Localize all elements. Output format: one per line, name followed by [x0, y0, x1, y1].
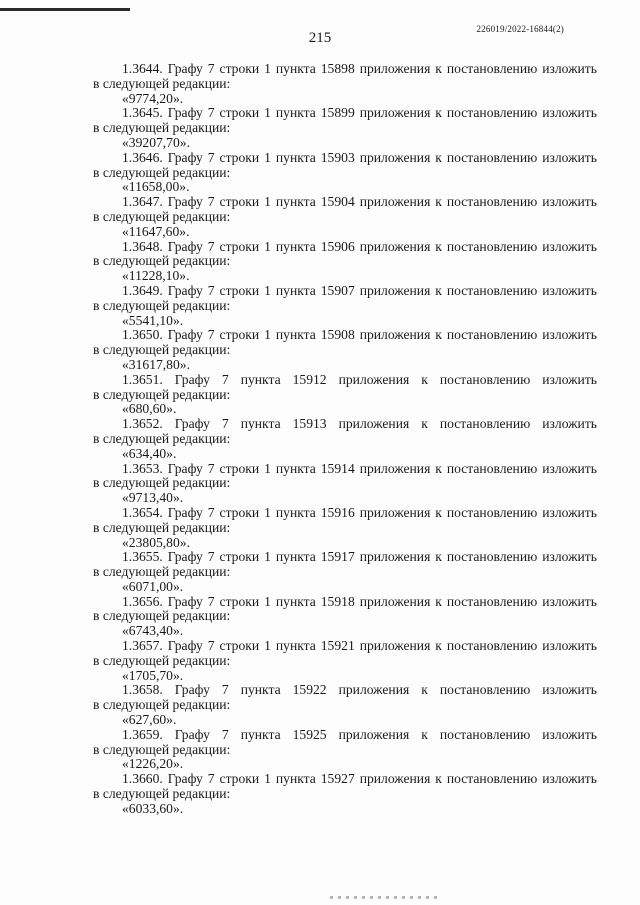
amendment-value: «9774,20». [122, 90, 184, 106]
scan-artifact [330, 896, 440, 899]
amendment-tail: в следующей редакции: [93, 208, 231, 224]
amendment-tail: в следующей редакции: [93, 608, 231, 624]
amendment-value: «6071,00». [122, 578, 184, 594]
amendment-item [93, 62, 597, 106]
amendment-tail: в следующей редакции: [93, 75, 231, 91]
amendment-value: «11658,00». [122, 179, 190, 195]
amendment-head: 1.3649. Графу 7 строки 1 пункта 15907 приложения к постановлению изложить [122, 282, 597, 298]
page-number: 215 [308, 30, 332, 46]
amendment-tail: в следующей редакции: [93, 386, 231, 402]
amendment-head: 1.3647. Графу 7 строки 1 пункта 15904 приложения к постановлению изложить [122, 194, 597, 210]
amendment-tail: в следующей редакции: [93, 564, 231, 580]
amendment-value: «23805,80». [122, 534, 190, 550]
amendment-head: 1.3648. Графу 7 строки 1 пункта 15906 приложения к постановлению изложить [122, 238, 597, 254]
amendment-head: 1.3652. Графу 7 пункта 15913 приложения к постановлению изложить [122, 416, 597, 432]
amendment-value: «31617,80». [122, 356, 190, 372]
amendment-value: «6033,60». [122, 800, 184, 816]
amendment-item [93, 240, 597, 284]
amendment-item [93, 772, 597, 816]
amendment-value: «627,60». [122, 712, 177, 728]
amendment-head: 1.3650. Графу 7 строки 1 пункта 15908 приложения к постановлению изложить [122, 327, 597, 343]
amendment-item [93, 284, 597, 328]
amendment-tail: в следующей редакции: [93, 519, 231, 535]
amendment-tail: в следующей редакции: [93, 652, 231, 668]
top-rule [0, 8, 130, 11]
amendment-item [93, 683, 597, 727]
amendment-value: «11228,10». [122, 268, 190, 284]
amendment-head: 1.3658. Графу 7 пункта 15922 приложения к постановлению изложить [122, 682, 597, 698]
amendment-head: 1.3660. Графу 7 строки 1 пункта 15927 приложения к постановлению изложить [122, 771, 597, 787]
amendment-item [93, 328, 597, 372]
amendment-head: 1.3659. Графу 7 пункта 15925 приложения к постановлению изложить [122, 726, 597, 742]
amendment-head: 1.3653. Графу 7 строки 1 пункта 15914 приложения к постановлению изложить [122, 460, 597, 476]
amendment-head: 1.3655. Графу 7 строки 1 пункта 15917 приложения к постановлению изложить [122, 549, 597, 565]
amendment-item [93, 417, 597, 461]
amendment-item [93, 506, 597, 550]
amendment-tail: в следующей редакции: [93, 430, 231, 446]
amendment-tail: в следующей редакции: [93, 120, 231, 136]
amendment-value: «1226,20». [122, 756, 184, 772]
amendment-value: «9713,40». [122, 490, 184, 506]
amendment-value: «6743,40». [122, 623, 184, 639]
amendment-item [93, 195, 597, 239]
amendment-head: 1.3651. Графу 7 пункта 15912 приложения к постановлению изложить [122, 371, 597, 387]
amendment-tail: в следующей редакции: [93, 786, 231, 802]
amendment-value: «39207,70». [122, 134, 190, 150]
amendment-tail: в следующей редакции: [93, 253, 231, 269]
amendment-head: 1.3657. Графу 7 строки 1 пункта 15921 приложения к постановлению изложить [122, 638, 597, 654]
amendment-head: 1.3654. Графу 7 строки 1 пункта 15916 приложения к постановлению изложить [122, 504, 597, 520]
amendment-value: «11647,60». [122, 223, 190, 239]
amendment-value: «634,40». [122, 445, 177, 461]
amendment-item [93, 151, 597, 195]
amendment-head: 1.3656. Графу 7 строки 1 пункта 15918 приложения к постановлению изложить [122, 593, 597, 609]
amendment-item [93, 373, 597, 417]
amendment-value: «5541,10». [122, 312, 184, 328]
amendment-tail: в следующей редакции: [93, 297, 231, 313]
amendment-tail: в следующей редакции: [93, 475, 231, 491]
amendment-item [93, 595, 597, 639]
amendments-list [93, 62, 597, 817]
amendment-head: 1.3646. Графу 7 строки 1 пункта 15903 приложения к постановлению изложить [122, 149, 597, 165]
amendment-item [93, 550, 597, 594]
amendment-tail: в следующей редакции: [93, 342, 231, 358]
amendment-tail: в следующей редакции: [93, 741, 231, 757]
amendment-item [93, 728, 597, 772]
amendment-item [93, 639, 597, 683]
amendment-item [93, 462, 597, 506]
amendment-tail: в следующей редакции: [93, 697, 231, 713]
document-id: 226019/2022-16844(2) [476, 24, 564, 34]
amendment-item [93, 106, 597, 150]
amendment-value: «680,60». [122, 401, 177, 417]
amendment-head: 1.3645. Графу 7 строки 1 пункта 15899 приложения к постановлению изложить [122, 105, 597, 121]
amendment-value: «1705,70». [122, 667, 184, 683]
amendment-tail: в следующей редакции: [93, 164, 231, 180]
amendment-head: 1.3644. Графу 7 строки 1 пункта 15898 приложения к постановлению изложить [122, 61, 597, 76]
